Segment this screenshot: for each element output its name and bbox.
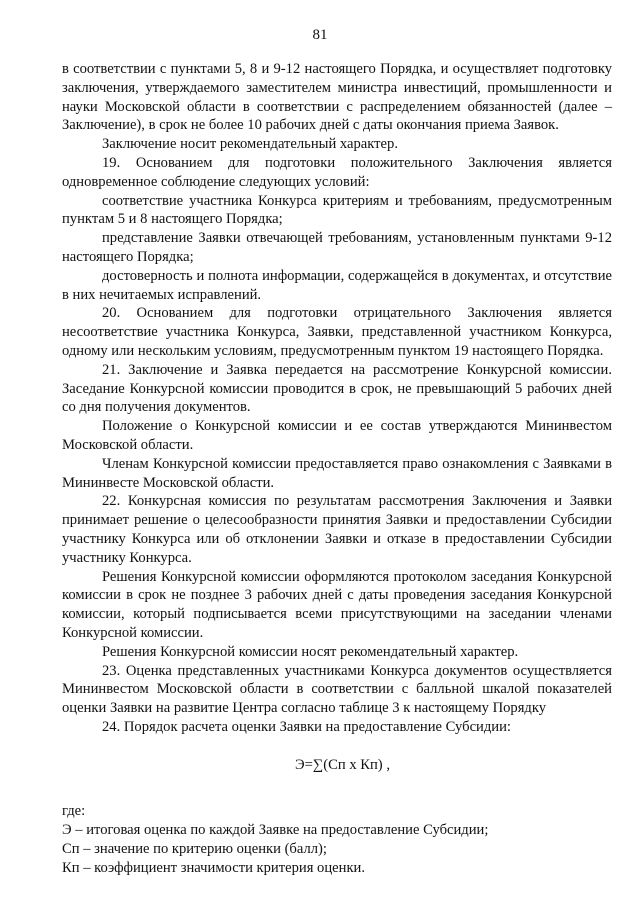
- paragraph: представление Заявки отвечающей требованиям, установленным пунктами 9-12 настоящего Порядка;: [62, 230, 612, 265]
- paragraph: 21. Заключение и Заявка передается на рассмотрение Конкурсной комиссии. Заседание Конкурсной комиссии проводится в срок, не превышающий 5 рабочих дней со дня получения документов.: [62, 361, 612, 416]
- paragraph: соответствие участника Конкурса критериям и требованиям, предусмотренным пунктам 5 и 8 настоящего Порядка;: [62, 192, 612, 228]
- definition-item: Кп – коэффициент значимости критерия оценки.: [62, 859, 365, 876]
- definition-item: Э – итоговая оценка по каждой Заявке на предоставление Субсидии;: [62, 822, 489, 839]
- paragraph: 22. Конкурсная комиссия по результатам рассмотрения Заключения и Заявки принимает решение о целесообразности принятия Заявки и предоставлении Субсидии участнику Конкурса или об отклонении Заявки и отказе в предоставлении Субсидии участнику Конкурса.: [62, 493, 612, 566]
- paragraph: Членам Конкурсной комиссии предоставляется право ознакомления с Заявками в Мининвесте Московской области.: [62, 455, 612, 491]
- paragraph: Заключение носит рекомендательный характер.: [102, 136, 398, 153]
- formula: Э=∑(Сп х Кп) ,: [295, 756, 390, 773]
- document-body: [62, 60, 612, 878]
- paragraph: 19. Основанием для подготовки положительного Заключения является одновременное соблюдение следующих условий:: [62, 154, 612, 190]
- paragraph: 24. Порядок расчета оценки Заявки на предоставление Субсидии:: [102, 718, 511, 735]
- definition-item: Сп – значение по критерию оценки (балл);: [62, 841, 327, 858]
- paragraph: 20. Основанием для подготовки отрицательного Заключения является несоответствие участника Конкурса, Заявки, представленной участником Конкурса, одному или нескольким условиям, предусмотренным пунктом 19 настоящего Порядка.: [62, 305, 612, 359]
- paragraph: Решения Конкурсной комиссии носят рекомендательный характер.: [102, 643, 519, 660]
- page-number: 81: [312, 27, 328, 43]
- paragraph: достоверность и полнота информации, содержащейся в документах, и отсутствие в них нечитаемых исправлений.: [62, 267, 612, 303]
- paragraph: Положение о Конкурсной комиссии и ее состав утверждаются Мининвестом Московской области.: [62, 418, 612, 453]
- paragraph: 23. Оценка представленных участниками Конкурса документов осуществляется Мининвестом Московской области в соответствии с балльной шкалой показателей оценки Заявки на развитие Центра согласно таблице 3 к настоящему Порядку: [62, 662, 612, 717]
- definition-intro: где:: [62, 803, 86, 820]
- paragraph: в соответствии с пунктами 5, 8 и 9-12 настоящего Порядка, и осуществляет подготовку заключения, утверждаемого заместителем министра инвестиций, промышленности и науки Московской области в соответствии с распределением обязанностей (далее – Заключение), в срок не более 10 рабочих дней с даты окончания приема Заявок.: [62, 61, 612, 134]
- paragraph: Решения Конкурсной комиссии оформляются протоколом заседания Конкурсной комиссии в срок не позднее 3 рабочих дней с даты проведения заседания Конкурсной комиссии, который подписывается всеми присутствующими на заседании членами Конкурсной комиссии.: [62, 568, 612, 641]
